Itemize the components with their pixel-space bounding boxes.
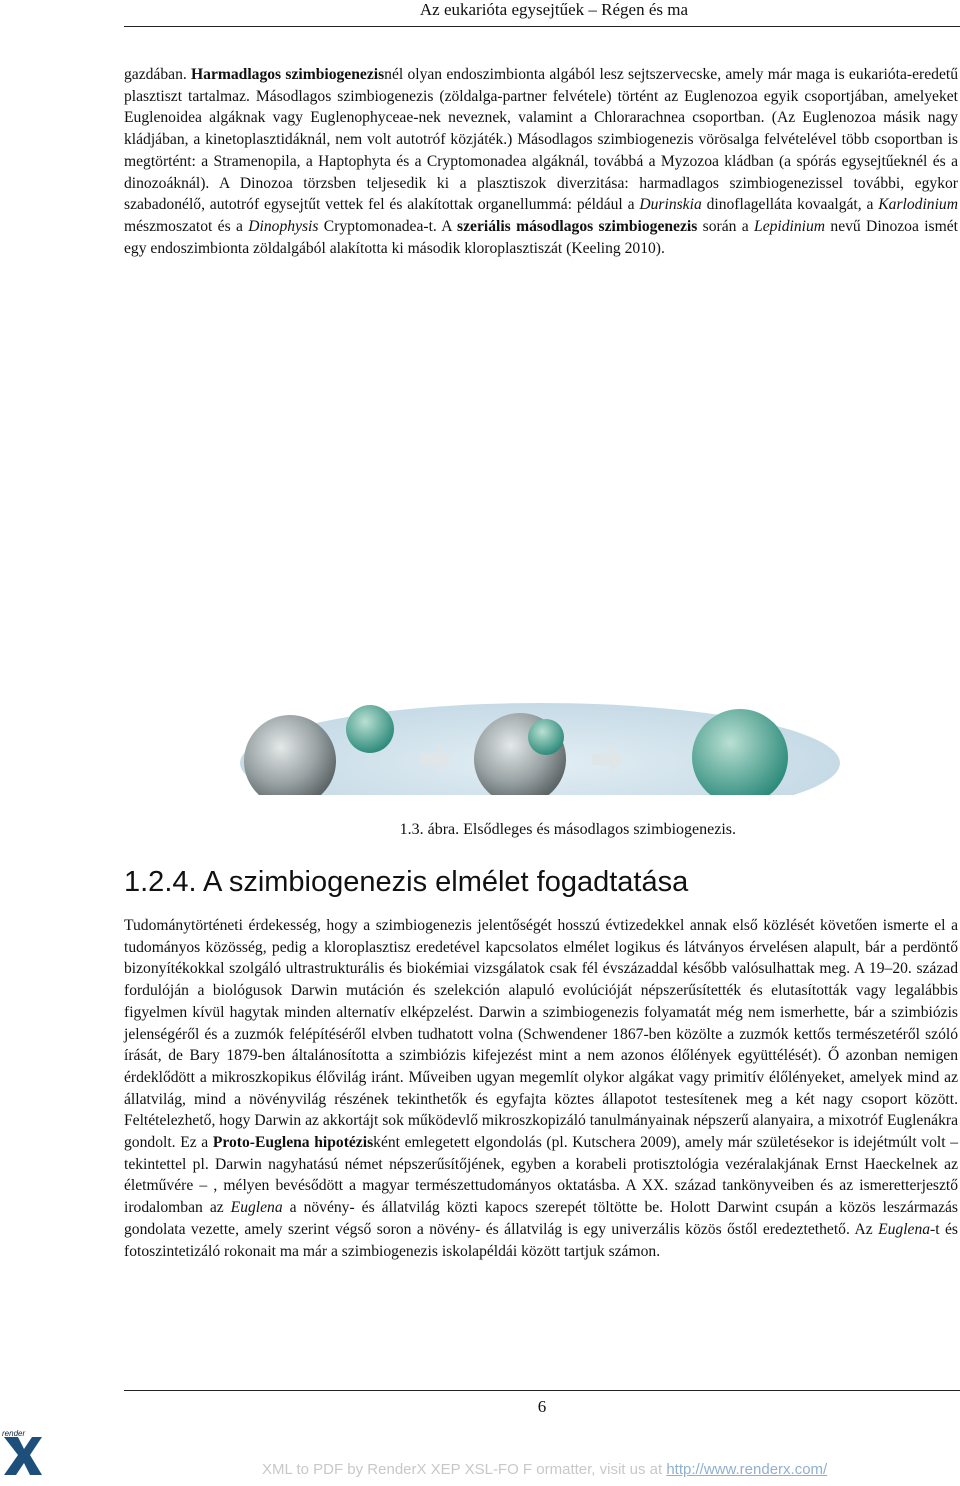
section-title: 1.2.4. A szimbiogenezis elmélet fogadtatása xyxy=(124,866,689,898)
italic-term: Lepidinium xyxy=(754,217,826,235)
text-run: során a xyxy=(697,217,755,235)
bold-term: Proto-Euglena hipotézis xyxy=(212,1134,374,1152)
figure-caption xyxy=(124,820,960,840)
page-number: 6 xyxy=(537,1397,547,1416)
text-run: nevű Dinozoa ismét egy endoszimbionta zöldalgából alakította ki második kloroplasztiszát (Keeling 2010). xyxy=(124,217,959,257)
symbiogenesis-figure xyxy=(180,693,900,795)
running-header-title: Az eukarióta egysejtűek – Régen és ma xyxy=(419,0,688,19)
figure-caption-text: 1.3. ábra. Elsődleges és másodlagos szimbiogenezis. xyxy=(399,821,736,838)
text-run: gazdában. xyxy=(124,66,192,83)
italic-term: Karlodinium xyxy=(878,196,958,214)
text-run: -t és fotoszintetizáló rokonait ma már a szimbiogenezis iskolapéldái között tartjuk számon. xyxy=(124,1220,958,1260)
bold-term: szeriális másodlagos szimbiogenezis xyxy=(457,217,698,235)
italic-term: Durinskia xyxy=(639,196,702,214)
body-paragraph-2 xyxy=(124,915,958,1262)
renderx-link[interactable]: http://www.renderx.com/ xyxy=(666,1461,828,1478)
text-run: dinoflagelláta kovaalgát, a xyxy=(701,196,879,214)
italic-term: Euglena xyxy=(878,1220,931,1238)
text-run: ként emlegetett elgondolás (pl. Kutschera 2009), amely már születésekor is idejétmúlt volt – tekintettel pl. Darwin nagyhatású német népszerűsítőjének, egyben a korabeli protisztológia vezéralakjának Ernst Haeckelnek az életművére – , mélyen bevésődött a magyar természettudományos oktatásba. A XX. század tankönyveiben és az ismeretterjesztő irodalomban az xyxy=(124,1134,958,1217)
text-run: Tudománytörténeti érdekesség, hogy a szimbiogenezis jelentőségét hosszú évtizedekkel annak első közlését követően ismerte el a tudományos közösség, pedig a kloroplasztisz eredetével kapcsolatos elmélet logikus és látványos érvelésen alapult, bár a perdöntő bizonyítékokkal szolgáló ultrastrukturális és biokémiai vizsgálatok csak fél évszázaddal később valósulhattak meg. A 19–20. század fordulóján a biológusok Darwin mutáción és szelekción alapuló evolúcióját népszerűsítették és elutasították vagy legalábbis figyelmen kívül hagytak minden alternatív elképzelést. Darwin a szimbiogenezis folyamatát még nem ismerhette, bár a szimbiózis jelenségéről és a zuzmók felépítéséről elvben tudhatott volna (Schwendener 1867-ben közölte a zuzmók kettős természetéről szóló írását, de Bary 1879-ben általánosította a szimbiózis kifejezést mint a nem azonos élőlények együttélését). Ő azonban nemigen érdeklődött a mikroszkopikus élővilág iránt. Műveiben ugyan megemlít olykor algákat vagy primitív élőlényeket, amelyek mind az állatvilág, mind a növényvilág részének tekinthetők és egyfajta köztes állapotot testesítenek meg a két nagy csoport között. Feltételezhető, hogy Darwin az akkortájt sok működevlő mikroszkopizáló tanulmányainak népszerű alanyaira, a mixotróf Euglenákra gondolt. Ez a xyxy=(124,917,958,1152)
text-run: Cryptomonadea-t. A xyxy=(318,217,458,235)
cyanobacterium xyxy=(346,705,394,753)
text-run: a növény- és állatvilág közti kapocs szerepét töltötte be. Holott Darwint csupán a közös leszármazás gondolata vezette, amely szerint végső soron a növény- és állatvilág is egy univerzális közös őstől eredeztethető. Az xyxy=(124,1199,958,1238)
header-rule xyxy=(124,26,960,27)
italic-term: Euglena xyxy=(230,1199,283,1217)
renderx-logo-label: render xyxy=(2,1429,26,1438)
text-run: mészmoszatot és a xyxy=(124,217,249,235)
footer-note-text: XML to PDF by RenderX XEP XSL-FO F ormatter, visit us at xyxy=(262,1461,667,1478)
bold-term: Harmadlagos szimbiogenezis xyxy=(191,66,385,83)
italic-term: Dinophysis xyxy=(248,217,319,235)
footer-rule xyxy=(124,1390,960,1391)
footer-note xyxy=(262,1461,827,1478)
body-paragraph-1 xyxy=(124,64,958,259)
text-run: nél olyan endoszimbionta algából lesz sejtszervecske, amely már maga is eukarióta-eredetű plasztiszt tartalmaz. Másodlagos szimbiogenezis (zöldalga-partner felvétele) történt az Euglenozoa egyik csoportjában, amelyeket Euglenoidea algáknak vagy Euglenophyceae-nek neveznek, valamint a Chlorarachnea csoportban. (Az Euglenozoa másik nagy kládjában, a kinetoplasztidáknál, nem volt autotróf közjáték.) Másodlagos szimbiogenezis vörösalga felvételével több csoportban is megtörtént: a Stramenopila, a Haptophyta és a Cryptomonadea algáknál, továbbá a Myzozoa kládban (a spórás egysejtűeknél és a dinozoáknál). A Dinozoa törzsben teljesedik ki a plasztiszok diverzitása: harmadlagos szimbiogenezissel további, egykor szabadonélő, autotróf egysejtűt vettek fel és alakítottak organellummá: például a xyxy=(124,66,958,214)
engulfed-cyanobacterium xyxy=(528,719,564,755)
